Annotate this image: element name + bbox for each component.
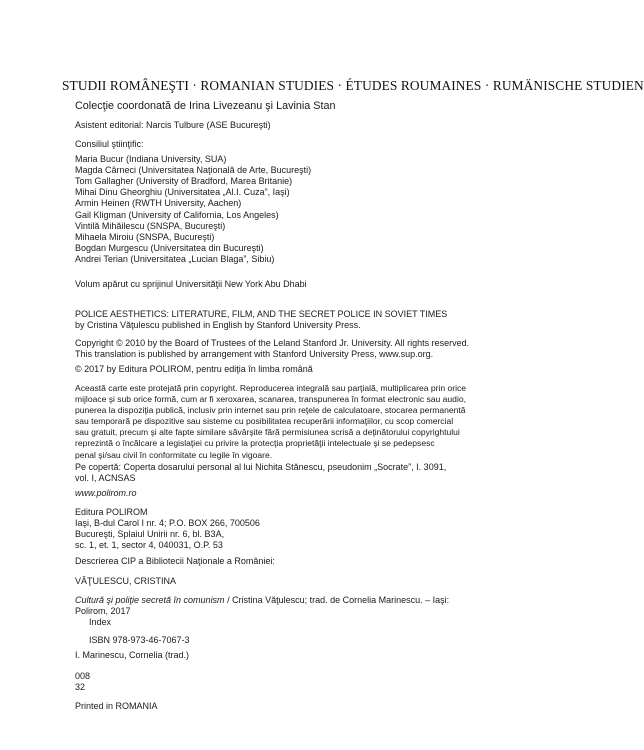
copyright-notice <box>75 383 466 461</box>
cip-code: 008 <box>75 671 91 681</box>
cip-heading: Descrierea CIP a Bibliotecii Naţionale a României: <box>75 556 275 566</box>
council-member: Mihaela Miroiu (SNSPA, Bucureşti) <box>75 231 215 242</box>
council-member: Tom Gallagher (University of Bradford, Marea Britanie) <box>75 176 293 187</box>
copyright-line: This translation is published by arrangement with Stanford University Press, www.sup.org. <box>75 349 434 360</box>
council-member: Gail Kligman (University of California, Los Angeles) <box>75 209 279 220</box>
council-member: Vintilă Mihăilescu (SNSPA, Bucureşti) <box>75 220 226 231</box>
collection-coordinators: Colecţie coordonată de Irina Livezeanu şi Lavinia Stan <box>75 100 336 112</box>
publisher-website: www.polirom.ro <box>75 488 137 498</box>
original-title: POLICE AESTHETICS: LITERATURE, FILM, AND THE SECRET POLICE IN SOVIET TIMES <box>75 309 448 319</box>
publisher-address <box>75 507 260 551</box>
council-member: Armin Heinen (RWTH University, Aachen) <box>75 198 242 209</box>
cip-title-rest: / Cristina Văţulescu; trad. de Cornelia Marinescu. – Iaşi: <box>224 595 450 605</box>
notice-line: penal şi/sau civil în conformitate cu legile în vigoare. <box>75 449 273 460</box>
original-publisher: by Cristina Văţulescu published in English by Stanford University Press. <box>75 320 361 331</box>
editorial-assistant: Asistent editorial: Narcis Tulbure (ASE Bucureşti) <box>75 120 271 130</box>
cip-title-line <box>75 595 449 606</box>
council-member: Bogdan Murgescu (Universitatea din Bucureşti) <box>75 242 264 253</box>
cip-code: 32 <box>75 682 86 693</box>
notice-line: sau gratuit, precum şi alte fapte similare săvârşite fără permisiunea scrisă a deţinătorului copyrightului <box>75 427 460 438</box>
original-edition <box>75 309 447 331</box>
notice-line: mijloace şi sub orice formă, cum ar fi xeroxarea, scanarea, transpunerea în format electronic sau audio, <box>75 394 466 405</box>
council-member: Mihai Dinu Gheorghiu (Universitatea „Al.I. Cuza”, Iaşi) <box>75 187 290 198</box>
notice-line: Această carte este protejată prin copyright. Reproducerea integrală sau parţială, multiplicarea prin orice <box>75 383 466 393</box>
council-heading: Consiliul ştiinţific: <box>75 139 144 149</box>
address-line: Bucureşti, Splaiul Unirii nr. 6, bl. B3A, <box>75 529 225 540</box>
cip-imprint: Polirom, 2017 <box>75 606 131 617</box>
notice-line: punerea la dispoziţia publică, inclusiv prin internet sau prin reţele de calculatoare, stocarea permanentă <box>75 405 466 416</box>
copyright-line: Copyright © 2010 by the Board of Trustees of the Leland Stanford Jr. University. All rights reserved. <box>75 338 470 348</box>
cip-author: VĂŢULESCU, CRISTINA <box>75 576 177 586</box>
cip-codes <box>75 671 90 693</box>
romanian-copyright: © 2017 by Editura POLIROM, pentru ediţia în limba română <box>75 364 313 374</box>
cip-translator: I. Marinescu, Cornelia (trad.) <box>75 650 190 660</box>
original-copyright <box>75 338 469 360</box>
notice-line: reprezintă o încălcare a legislaţiei cu privire la protecţia proprietăţii intelectuale şi se pedepsesc <box>75 438 435 449</box>
printed-in: Printed in ROMANIA <box>75 701 158 711</box>
council-member: Andrei Terian (Universitatea „Lucian Blaga”, Sibiu) <box>75 253 275 264</box>
scientific-council <box>75 139 311 265</box>
notice-line: sau temporară pe dispozitive sau sisteme cu posibilitatea recuperării informaţiilor, cu scop comercial <box>75 416 454 427</box>
cover-line: Pe copertă: Coperta dosarului personal al lui Nichita Stănescu, pseudonim „Socrate”, I. 3091, <box>75 462 447 472</box>
cip-book-title: Cultură şi poliţie secretă în comunism <box>75 595 225 605</box>
cover-line: vol. I, ACNSAS <box>75 473 136 484</box>
address-line: sc. 1, et. 1, sector 4, 040031, O.P. 53 <box>75 540 223 551</box>
cip-isbn: ISBN 978-973-46-7067-3 <box>89 635 190 646</box>
support-note: Volum apărut cu sprijinul Universităţii New York Abu Dhabi <box>75 279 307 289</box>
address-line: Iaşi, B-dul Carol I nr. 4; P.O. BOX 266, 700506 <box>75 518 260 529</box>
cip-record <box>75 595 449 646</box>
cip-index: Index <box>89 617 112 628</box>
cover-credit <box>75 462 446 484</box>
series-title: STUDII ROMÂNEŞTI · ROMANIAN STUDIES · ÉTUDES ROUMAINES · RUMÄNISCHE STUDIEN <box>62 78 644 93</box>
council-member: Magda Cârneci (Universitatea Naţională de Arte, Bucureşti) <box>75 165 312 176</box>
council-member: Maria Bucur (Indiana University, SUA) <box>75 154 227 165</box>
publisher-name: Editura POLIROM <box>75 507 148 517</box>
